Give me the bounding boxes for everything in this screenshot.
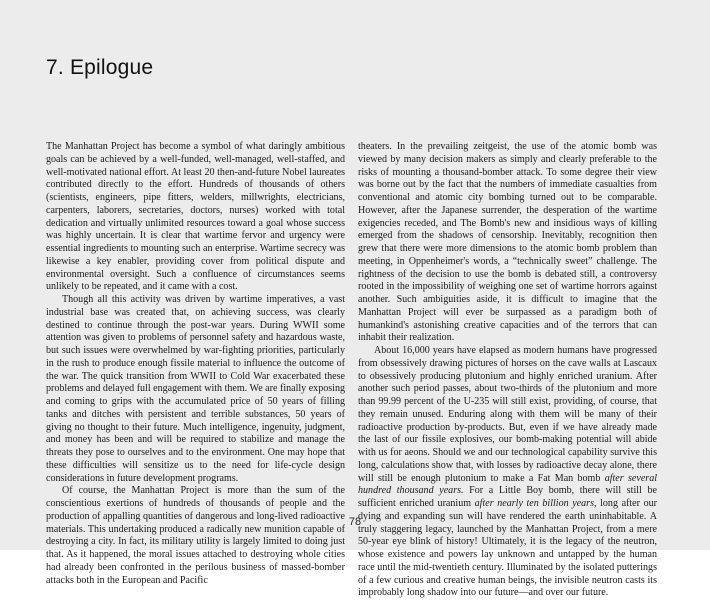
- right-text-column: [358, 141, 657, 600]
- text-run: , long after our dying and expanding sun will have rendered the earth uninhabitable. A truly staggering legacy, launched by the Manhattan Project, from a mere 50-year eye blink of history! Ultimately, it is the legacy of the neutron, whose existence and powers lay unknown and untapped by the human race until the mid-twentieth century. Illuminated by the isolated putterings of a few curious and creative human beings, the invisible neutron casts its improbably long shadow into our future—and over our future.: [358, 498, 657, 599]
- emphasis: after several hundred thousand years.: [358, 472, 658, 497]
- paragraph: Though all this activity was driven by wartime imperatives, a vast industrial base was created that, on achieving success, was clearly destined to continue through the post-war years. During WWII some attention was given to problems of personnel safety and hazardous waste, but such issues were overwhelmed by war-fighting priorities, particularly in the rush to produce enough fissile material to influence the outcome of the war. The quick transition from WWII to Cold War exacerbated these problems and delayed full engagement with them. We are finally exposing and coming to grips with the accumulated price of 50 years of filling tanks and ditches with persistent and terrible substances, 50 years of giving no thought to their future. Much intelligence, ingenuity, judgment, and money has been and will be required to stabilize and manage the threats they pose to ourselves and to the environment. One may hope that these difficulties will sensitize us to the need for life-cycle design considerations in future development programs.: [46, 294, 345, 484]
- paragraph: [358, 345, 657, 600]
- paragraph: Of course, the Manhattan Project is more than the sum of the conscientious exertions of hundreds of thousands of people and the production of appalling quantities of dangerous and long-lived radioactive materials. This undertaking produced a radically new munition capable of destroying a city. In fact, its military utility is largely limited to doing just that. As it happened, the moral issues attached to destroying whole cities had already been confronted in the perilous business of massed-bomber attacks both in the European and Pacific: [46, 485, 345, 586]
- chapter-title: 7. Epilogue: [46, 56, 154, 79]
- paragraph: The Manhattan Project has become a symbol of what daringly ambitious goals can be achieved by a well-funded, well-managed, well-staffed, and well-motivated national effort. At least 20 then-and-future Nobel laureates contributed directly to the effort. Hundreds of thousands of others (scientists, engineers, pipe fitters, welders, millwrights, electricians, carpenters, laborers, secretaries, doctors, nurses) worked with total dedication and virtually unlimited resources toward a goal whose success was highly uncertain. It is clear that wartime fervor and urgency were essential ingredients to mounting such an enterprise. Wartime secrecy was likewise a key enabler, providing cover from political dispute and environmental oversight. Such a confluence of circumstances seems unlikely to be repeated, and it came with a cost.: [46, 141, 345, 293]
- paragraph: theaters. In the prevailing zeitgeist, the use of the atomic bomb was viewed by many decision makers as simply and clearly preferable to the risks of mounting a thousand-bomber attack. To some degree their view was borne out by the fact that the numbers of immediate casualties from conventional and atomic city bombing turned out to be comparable. However, after the Japanese surrender, the desperation of the wartime exigencies receded, and The Bomb's new and insidious ways of killing emerged from the shadows of censorship. Inevitably, recognition then grew that there were more dimensions to the atomic bomb problem than meeting, in Oppenheimer's words, a “technically sweet” challenge. The rightness of the decision to use the bomb is debated still, a controversy rooted in the impossibility of weighing one set of wartime horrors against another. Such ambiguities aside, it is difficult to imagine that the Manhattan Project will ever be surpassed as a paradigm both of humankind's astonishing creative capacities and of the terrors that can inhabit their realization.: [358, 141, 657, 344]
- text-run: About 16,000 years have elapsed as modern humans have progressed from obsessively drawing pictures of horses on the cave walls at Lascaux to obsessively producing plutonium and highly enriched uranium. After another such period passes, about two-thirds of the plutonium and more than 99.99 percent of the U-235 will still exist, providing, of course, that they remain unused. Enduring along with them will be many of their radioactive production by-products. But, even if we have already made the last of our fissile explosives, our bomb-making potential will abide with us for aeons. Should we and our technological capability survive this long, calculations show that, with losses by radioactive decay alone, there will still be enough plutonium to make a Fat Man bomb: [358, 345, 657, 484]
- emphasis: after nearly ten billion years: [474, 498, 594, 509]
- text-run: For a Little Boy bomb, there will still be sufficient enriched uranium: [358, 485, 657, 509]
- page-number: 78: [348, 516, 362, 528]
